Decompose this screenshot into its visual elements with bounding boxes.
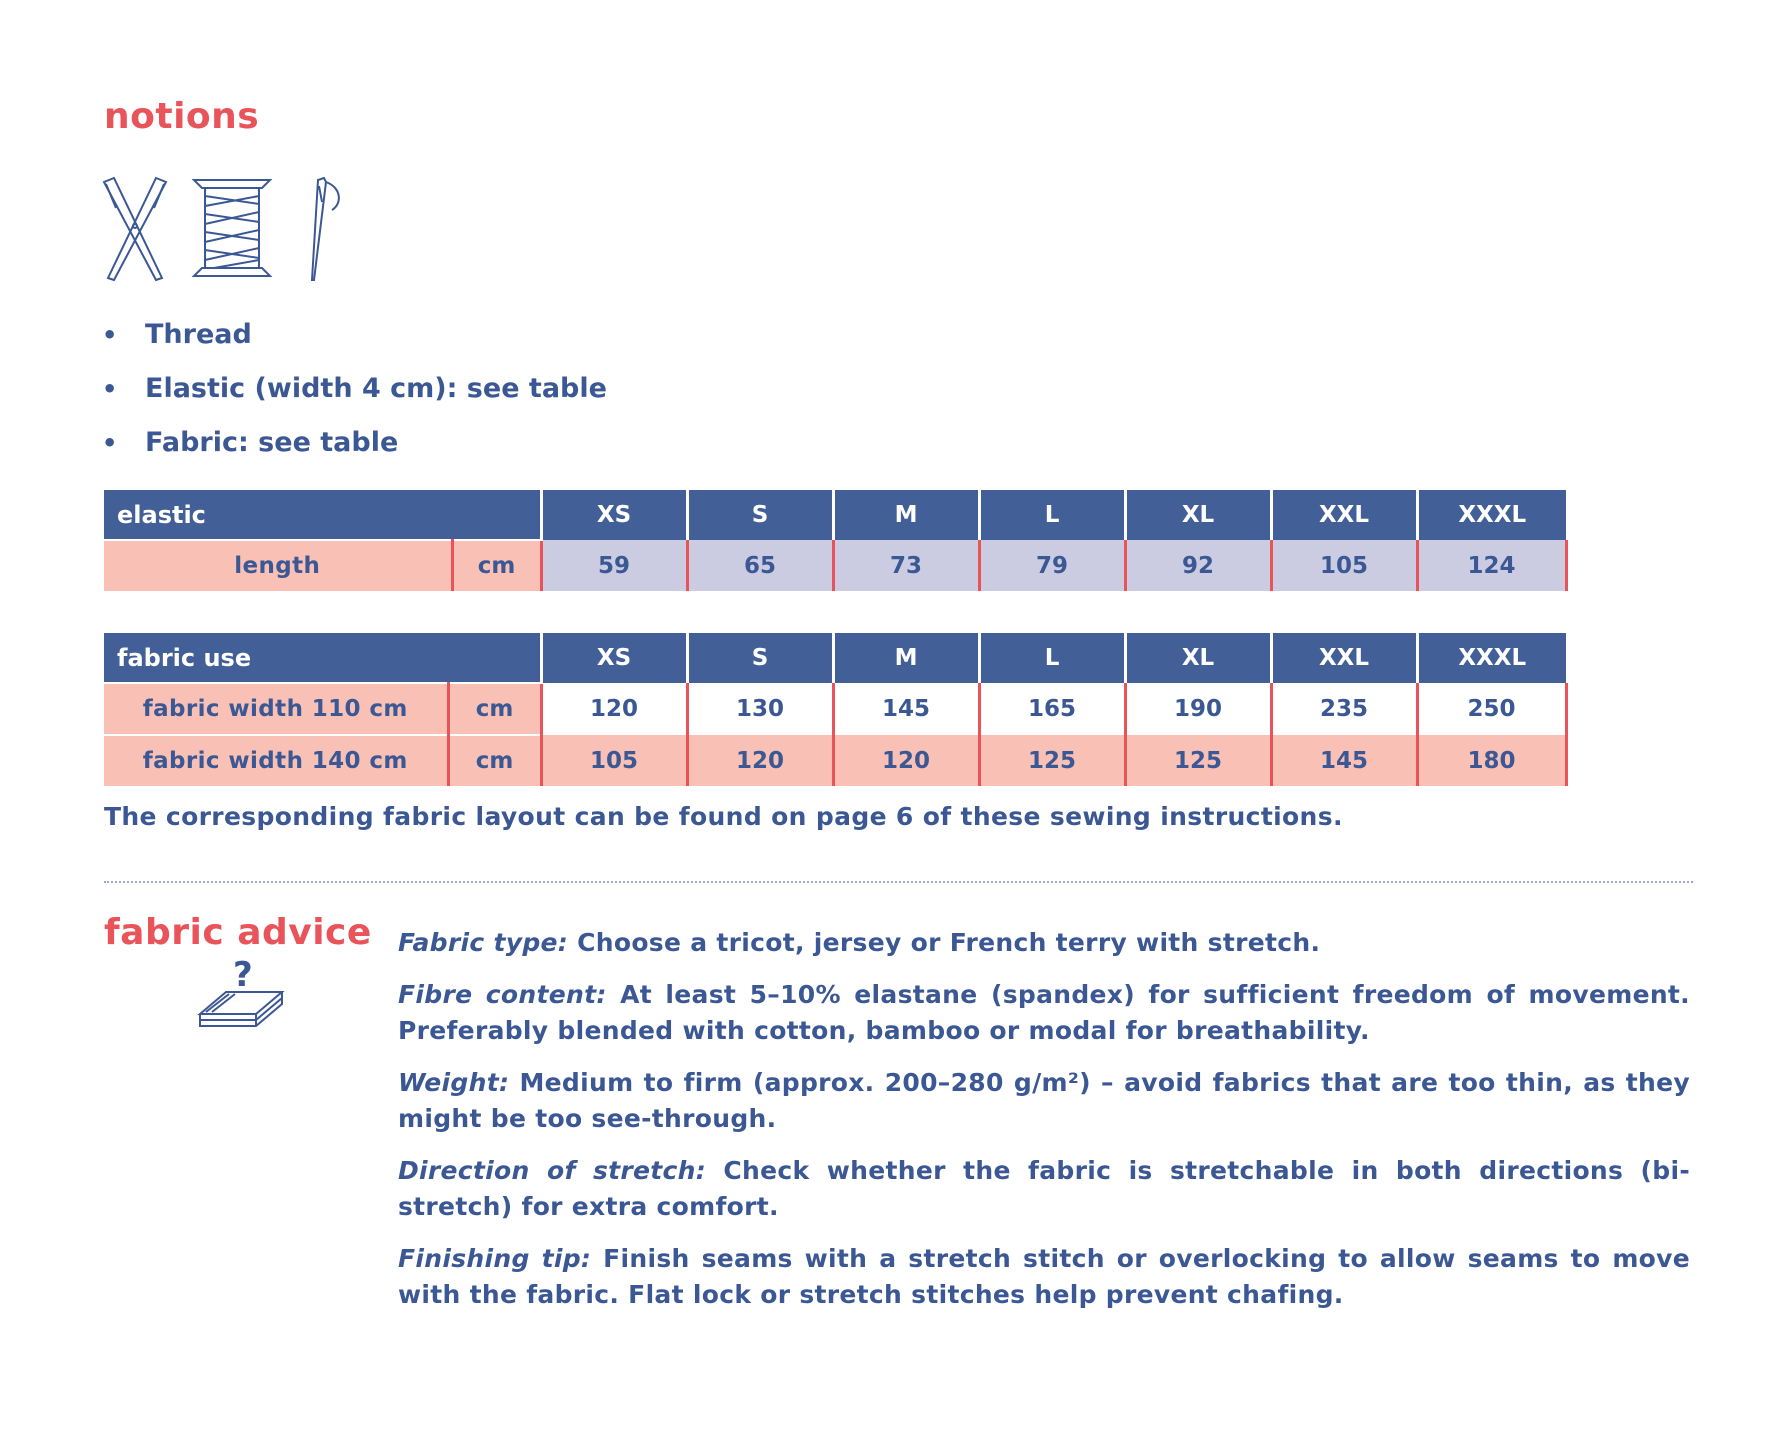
advice-text: Finish seams with a stretch stitch or overlocking to allow seams to move with the fabric. Flat lock or stretch stitches help prevent chafing. [398, 1244, 1691, 1309]
size-header: L [979, 490, 1125, 540]
notions-list [100, 315, 607, 477]
size-header: S [687, 490, 833, 540]
value-cell: 120 [687, 735, 833, 786]
value-cell: 79 [979, 540, 1125, 591]
table-row [104, 683, 1566, 735]
size-header: XL [1125, 633, 1271, 683]
advice-text: At least 5–10% elastane (spandex) for sufficient freedom of movement. Preferably blended with cotton, bamboo or modal for breathability. [398, 980, 1690, 1045]
size-header: XS [541, 633, 687, 683]
elastic-header-row [104, 490, 1566, 540]
notions-item-thread: • Thread [100, 315, 607, 369]
size-header: XXL [1271, 633, 1417, 683]
unit-cell: cm [448, 735, 541, 786]
advice-direction-of-stretch [398, 1153, 1690, 1225]
unit-cell: cm [448, 683, 541, 735]
size-header: XS [541, 490, 687, 540]
row-label: fabric width 140 cm [104, 735, 448, 786]
fabric-layout-note: The corresponding fabric layout can be found on page 6 of these sewing instructions. [104, 802, 1343, 831]
size-header: XL [1125, 490, 1271, 540]
size-header: XXL [1271, 490, 1417, 540]
advice-text: Medium to firm (approx. 200–280 g/m²) – avoid fabrics that are too thin, as they might be too see-through. [398, 1068, 1690, 1133]
elastic-table [104, 490, 1568, 591]
row-label: fabric width 110 cm [104, 683, 448, 735]
svg-text:?: ? [233, 956, 253, 995]
value-cell: 59 [541, 540, 687, 591]
needle-icon [312, 178, 339, 280]
notions-item-elastic: • Elastic (width 4 cm): see table [100, 369, 607, 423]
value-cell: 145 [1271, 735, 1417, 786]
advice-fabric-type [398, 925, 1690, 961]
value-cell: 145 [833, 683, 979, 735]
advice-text: Choose a tricot, jersey or French terry with stretch. [568, 928, 1321, 957]
value-cell: 105 [1271, 540, 1417, 591]
value-cell: 125 [1125, 735, 1271, 786]
advice-weight [398, 1065, 1690, 1137]
advice-text: Check whether the fabric is stretchable in both directions (bi-stretch) for extra comfort. [398, 1156, 1691, 1221]
value-cell: 125 [979, 735, 1125, 786]
unit-cell: cm [452, 540, 541, 591]
size-header: XXXL [1417, 633, 1566, 683]
size-header: S [687, 633, 833, 683]
elastic-table-title: elastic [104, 490, 541, 540]
value-cell: 165 [979, 683, 1125, 735]
size-header: XXXL [1417, 490, 1566, 540]
advice-fibre-content [398, 977, 1690, 1049]
fabric-header-row [104, 633, 1566, 683]
value-cell: 73 [833, 540, 979, 591]
value-cell: 130 [687, 683, 833, 735]
value-cell: 124 [1417, 540, 1566, 591]
notions-item-fabric: • Fabric: see table [100, 423, 607, 477]
advice-lead: Fibre content: [398, 980, 607, 1009]
advice-lead: Finishing tip: [398, 1244, 592, 1273]
value-cell: 180 [1417, 735, 1566, 786]
table-row [104, 540, 1566, 591]
advice-finishing-tip [398, 1241, 1690, 1313]
notions-icons [100, 174, 360, 282]
value-cell: 120 [541, 683, 687, 735]
notions-heading: notions [104, 96, 260, 137]
thread-spool-icon [194, 180, 270, 276]
size-header: M [833, 633, 979, 683]
fabric-use-table [104, 633, 1568, 786]
value-cell: 235 [1271, 683, 1417, 735]
value-cell: 92 [1125, 540, 1271, 591]
table-row [104, 735, 1566, 786]
value-cell: 105 [541, 735, 687, 786]
fabric-table-title: fabric use [104, 633, 541, 683]
fabric-advice-list [398, 925, 1690, 1329]
advice-lead: Direction of stretch: [398, 1156, 707, 1185]
size-header: L [979, 633, 1125, 683]
fabric-advice-heading: fabric advice [104, 912, 372, 953]
scissors-icon [104, 178, 166, 280]
advice-lead: Fabric type: [398, 928, 569, 957]
advice-lead: Weight: [398, 1068, 510, 1097]
value-cell: 250 [1417, 683, 1566, 735]
value-cell: 190 [1125, 683, 1271, 735]
value-cell: 120 [833, 735, 979, 786]
value-cell: 65 [687, 540, 833, 591]
row-label: length [104, 540, 452, 591]
size-header: M [833, 490, 979, 540]
section-divider [104, 881, 1693, 883]
fabric-question-icon [196, 956, 286, 1028]
